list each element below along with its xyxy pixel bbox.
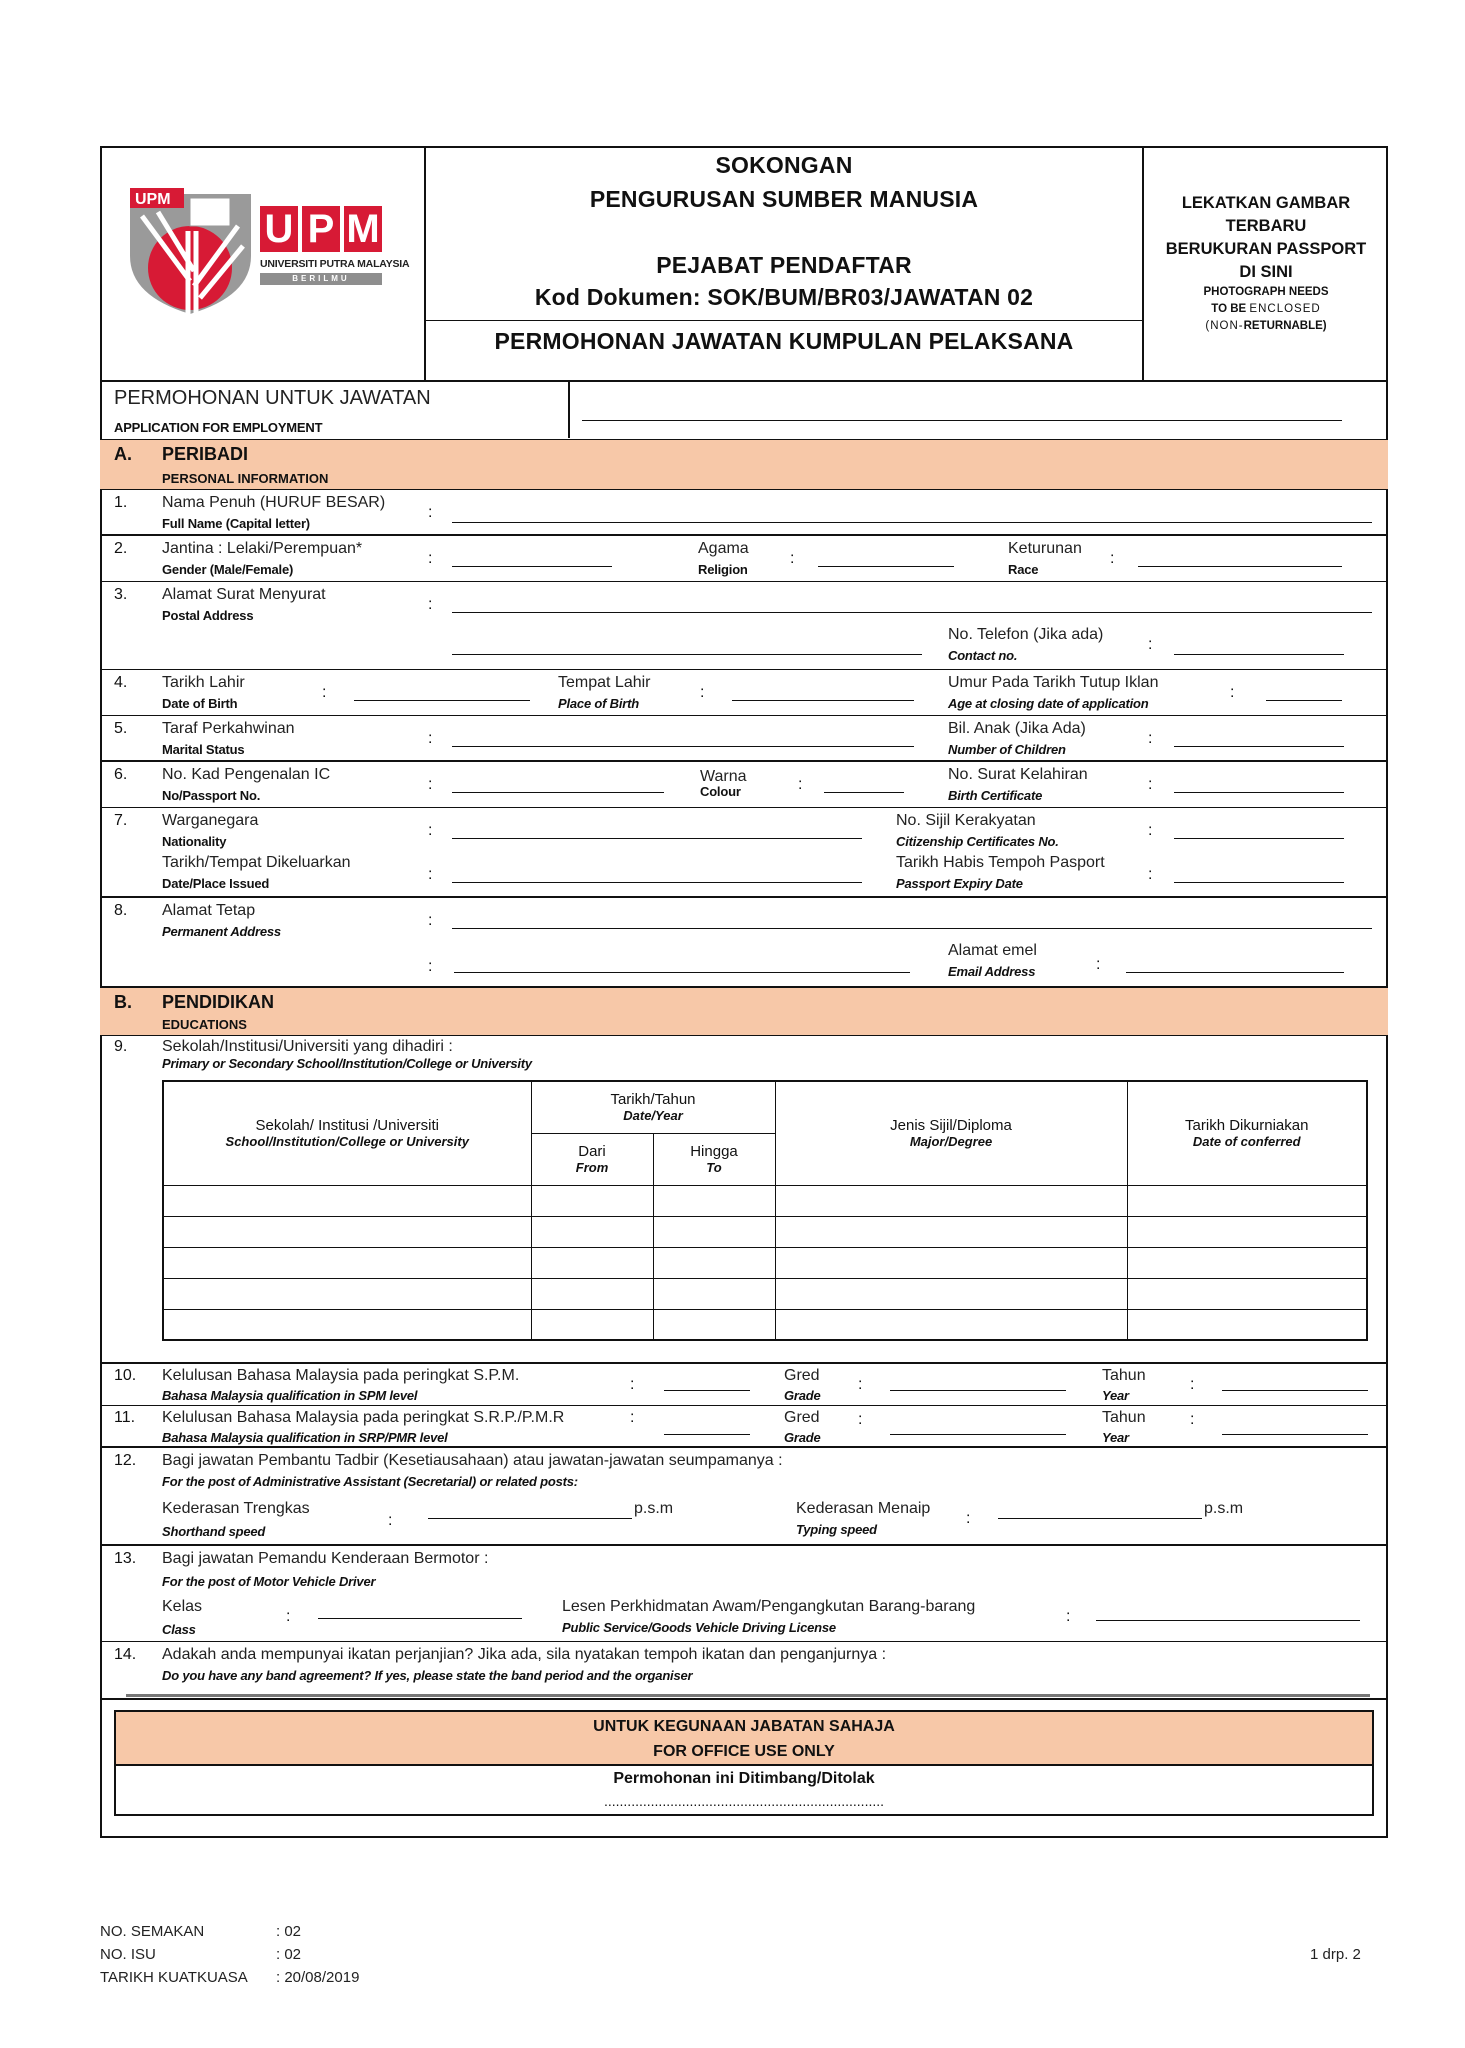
- col-conferred-header: Tarikh Dikurniakan Date of conferred: [1127, 1081, 1367, 1185]
- col-school-header: Sekolah/ Institusi /Universiti School/Institution/College or University: [163, 1081, 531, 1185]
- col-major-header: Jenis Sijil/Diploma Major/Degree: [775, 1081, 1127, 1185]
- school-cell[interactable]: [163, 1216, 531, 1247]
- field-row-gender: 2. Jantina : Lelaki/Perempuan* Gender (Male/Female) : Agama Religion : Keturunan Race :: [100, 536, 1388, 582]
- section-b-title: PENDIDIKAN: [162, 992, 275, 1012]
- pmr-year-field[interactable]: [1222, 1434, 1368, 1435]
- birth-cert-field[interactable]: [1174, 792, 1344, 793]
- full-name-field[interactable]: [452, 522, 1372, 523]
- field-row-postal-address: 3. Alamat Surat Menyurat Postal Address : No. Telefon (Jika ada) Contact no. :: [100, 582, 1388, 670]
- footer-isu-value: : 02: [276, 1946, 302, 1963]
- page-number: 1 drp. 2: [1310, 1946, 1361, 1963]
- field-row-ic: 6. No. Kad Pengenalan IC No/Passport No. : Warna Colour : No. Surat Kelahiran Birth Certificate :: [100, 762, 1388, 808]
- field-row-nationality: 7. Warganegara Nationality : No. Sijil Kerakyatan Citizenship Certificates No. : Tarikh/Tempat Dikeluarkan Date/Place Issued : Tarikh Habis Tempoh Pasport Passport Expiry Date :: [100, 808, 1388, 898]
- table-row: [163, 1278, 1367, 1309]
- office-decision: Permohonan ini Ditimbang/Ditolak ........................................................................: [116, 1766, 1372, 1810]
- header-office: PEJABAT PENDAFTAR: [656, 252, 912, 278]
- upm-wordmark: U P M: [260, 206, 382, 252]
- major-cell[interactable]: [775, 1185, 1127, 1216]
- university-motto: BERILMU BERBAKTI: [260, 273, 382, 285]
- race-field[interactable]: [1138, 566, 1342, 567]
- age-field[interactable]: [1266, 700, 1342, 701]
- from-cell[interactable]: [531, 1185, 653, 1216]
- table-row: [163, 1247, 1367, 1278]
- religion-field[interactable]: [818, 566, 954, 567]
- phone-field[interactable]: [1174, 654, 1344, 655]
- field-row-driver: 13. Bagi jawatan Pemandu Kenderaan Bermotor : For the post of Motor Vehicle Driver Kelas Class : Lesen Perkhidmatan Awam/Pengangkutan Barang-barang Public Service/Goods Vehicle Driving License :: [100, 1546, 1388, 1642]
- section-b-header: B. PENDIDIKAN EDUCATIONS: [100, 988, 1388, 1036]
- application-title: PERMOHONAN UNTUK JAWATAN: [114, 387, 431, 409]
- permanent-address-line1[interactable]: [452, 928, 1372, 929]
- field-row-secretarial: 12. Bagi jawatan Pembantu Tadbir (Kesetiausahaan) atau jawatan-jawatan seumpamanya : For the post of Administrative Assistant (Secretarial) or related posts: Kederasan Trengkas Shorthand speed : p.s.m Kederasan Menaip Typing speed : p.s.m: [100, 1448, 1388, 1546]
- postal-address-line1[interactable]: [452, 612, 1372, 613]
- spm-year-field[interactable]: [1222, 1390, 1368, 1391]
- field-row-dob: 4. Tarikh Lahir Date of Birth : Tempat Lahir Place of Birth : Umur Pada Tarikh Tutup Iklan Age at closing date of application :: [100, 670, 1388, 716]
- field-row-pmr: 11. Kelulusan Bahasa Malaysia pada peringkat S.R.P./P.M.R Bahasa Malaysia qualification in SRP/PMR level : Gred Grade : Tahun Year :: [100, 1406, 1388, 1448]
- table-row: [163, 1309, 1367, 1340]
- major-cell[interactable]: [775, 1247, 1127, 1278]
- office-use-box: [114, 1710, 1374, 1816]
- section-a-subtitle: PERSONAL INFORMATION: [162, 471, 329, 486]
- spm-grade-field[interactable]: [890, 1390, 1066, 1391]
- col-date-header: Tarikh/Tahun Date/Year: [531, 1081, 775, 1133]
- upm-shield-icon: [128, 186, 253, 316]
- birthplace-field[interactable]: [732, 700, 914, 701]
- gender-field[interactable]: [452, 566, 612, 567]
- header-department: PENGURUSAN SUMBER MANUSIA: [589, 186, 979, 212]
- citizenship-cert-field[interactable]: [1174, 838, 1344, 839]
- footer-semakan-label: NO. SEMAKAN: [100, 1923, 205, 1940]
- marital-status-field[interactable]: [452, 746, 914, 747]
- major-cell[interactable]: [775, 1278, 1127, 1309]
- license-class-field[interactable]: [318, 1618, 522, 1619]
- school-cell[interactable]: [163, 1247, 531, 1278]
- school-cell[interactable]: [163, 1309, 531, 1340]
- public-service-license-field[interactable]: [1096, 1620, 1360, 1621]
- logo-cell: [100, 146, 426, 382]
- to-cell[interactable]: [653, 1216, 775, 1247]
- application-subtitle: APPLICATION FOR EMPLOYMENT: [114, 420, 323, 435]
- pmr-result-field[interactable]: [664, 1434, 750, 1435]
- field-row-marital: 5. Taraf Perkahwinan Marital Status : Bil. Anak (Jika Ada) Number of Children :: [100, 716, 1388, 762]
- major-cell[interactable]: [775, 1309, 1127, 1340]
- from-cell[interactable]: [531, 1278, 653, 1309]
- footer-tarikh-value: : 20/08/2019: [276, 1969, 360, 1986]
- to-cell[interactable]: [653, 1278, 775, 1309]
- typing-speed-field[interactable]: [998, 1518, 1202, 1519]
- to-cell[interactable]: [653, 1185, 775, 1216]
- from-cell[interactable]: [531, 1216, 653, 1247]
- nationality-field[interactable]: [452, 838, 862, 839]
- major-cell[interactable]: [775, 1216, 1127, 1247]
- footer-tarikh-label: TARIKH KUATKUASA: [100, 1969, 248, 1986]
- university-name: UNIVERSITI PUTRA MALAYSIA: [260, 258, 410, 270]
- footer-isu-label: NO. ISU: [100, 1946, 156, 1963]
- header-sokongan: SOKONGAN: [715, 152, 853, 178]
- to-cell[interactable]: [653, 1309, 775, 1340]
- field-row-education: 9. Sekolah/Institusi/Universiti yang dihadiri : Primary or Secondary School/Institution/College or University: [100, 1036, 1388, 1364]
- section-a-title: PERIBADI: [162, 444, 249, 464]
- application-row: [100, 382, 1388, 440]
- document-code: Kod Dokumen: SOK/BUM/BR03/JAWATAN 02: [534, 284, 1034, 310]
- to-cell[interactable]: [653, 1247, 775, 1278]
- conferred-cell[interactable]: [1127, 1216, 1367, 1247]
- section-b-subtitle: EDUCATIONS: [162, 1017, 247, 1032]
- dob-field[interactable]: [354, 700, 530, 701]
- col-from-header: Dari From: [531, 1133, 653, 1185]
- form-title: PERMOHONAN JAWATAN KUMPULAN PELAKSANA: [494, 328, 1074, 354]
- office-use-header: UNTUK KEGUNAAN JABATAN SAHAJA FOR OFFICE USE ONLY: [116, 1712, 1372, 1766]
- conferred-cell[interactable]: [1127, 1247, 1367, 1278]
- issued-field[interactable]: [452, 882, 862, 883]
- photo-box[interactable]: LEKATKAN GAMBAR TERBARU BERUKURAN PASSPORT DI SINI PHOTOGRAPH NEEDS TO BE ENCLOSED (NON-RETURNABLE): [1142, 146, 1388, 382]
- passport-expiry-field[interactable]: [1174, 882, 1344, 883]
- from-cell[interactable]: [531, 1309, 653, 1340]
- shorthand-speed-field[interactable]: [428, 1518, 632, 1519]
- email-field[interactable]: [1126, 972, 1344, 973]
- office-signature-line[interactable]: ........................................................................: [603, 1793, 885, 1809]
- field-row-full-name: 1. Nama Penuh (HURUF BESAR) Full Name (Capital letter) :: [100, 490, 1388, 536]
- field-row-bond: 14. Adakah anda mempunyai ikatan perjanjian? Jika ada, sila nyatakan tempoh ikatan dan penganjurnya : Do you have any band agreement? If yes, please state the band period and the organiser: [100, 1642, 1388, 1700]
- footer-semakan-value: : 02: [276, 1923, 302, 1940]
- svg-text:UPM: UPM: [135, 191, 171, 208]
- permanent-address-line2[interactable]: [454, 972, 910, 973]
- ic-colour-field[interactable]: [824, 792, 904, 793]
- table-row: [163, 1185, 1367, 1216]
- header-titles: [426, 146, 1142, 382]
- conferred-cell[interactable]: [1127, 1185, 1367, 1216]
- school-cell[interactable]: [163, 1185, 531, 1216]
- col-to-header: Hingga To: [653, 1133, 775, 1185]
- ic-field[interactable]: [452, 792, 664, 793]
- field-row-permanent-address: 8. Alamat Tetap Permanent Address : : Alamat emel Email Address :: [100, 898, 1388, 988]
- children-field[interactable]: [1174, 746, 1344, 747]
- spm-result-field[interactable]: [664, 1390, 750, 1391]
- pmr-grade-field[interactable]: [890, 1434, 1066, 1435]
- conferred-cell[interactable]: [1127, 1278, 1367, 1309]
- field-row-spm: 10. Kelulusan Bahasa Malaysia pada peringkat S.P.M. Bahasa Malaysia qualification in SPM level : Gred Grade : Tahun Year :: [100, 1364, 1388, 1406]
- postal-address-line2[interactable]: [452, 654, 922, 655]
- table-row: [163, 1216, 1367, 1247]
- from-cell[interactable]: [531, 1247, 653, 1278]
- section-a-header: A. PERIBADI PERSONAL INFORMATION: [100, 440, 1388, 490]
- bond-details-field[interactable]: [126, 1694, 1370, 1697]
- position-applied-field[interactable]: [582, 420, 1342, 421]
- education-table: [162, 1080, 1368, 1341]
- conferred-cell[interactable]: [1127, 1309, 1367, 1340]
- school-cell[interactable]: [163, 1278, 531, 1309]
